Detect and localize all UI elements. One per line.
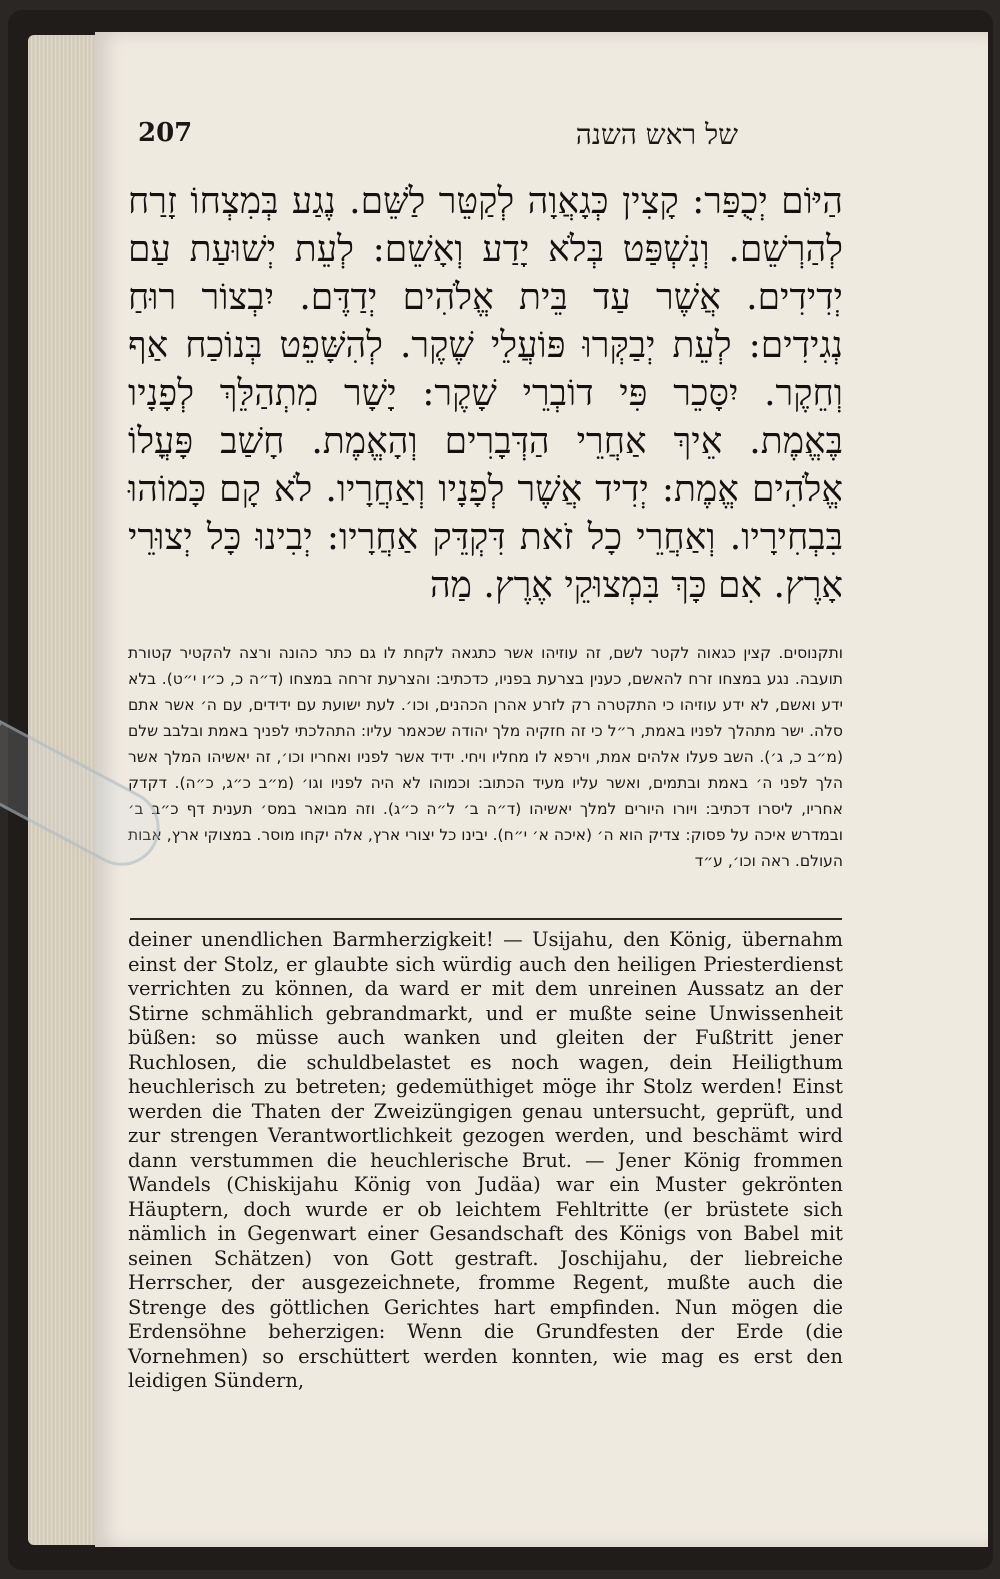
- page-number: 207: [138, 118, 193, 148]
- hebrew-commentary: ותקנוסים. קצין כגאוה לקטר לשם, זה עוזיהו אשר כתגאה לקחת לו גם כתר כהונה ורצה להקטיר קטורת תועבה. נגע במצחו זרח להאשם, כענין בצרעת בפניו, כדכתיב: והצרעת זרחה במצחו (ד״ה כ, כ״ו י״ט). בלא ידע ואשם, לא ידע עוזיהו כי התקטרה רק לזרע אהרן הכהנים, וכו׳. לעת ישועת עם ידידים, עם ה׳ אשר אתם סלה. ישר מתהלך לפניו באמת, ר״ל כי זה חזקיה מלך יהודה שכאמר עליו: התהלכתי לפניך באמת ובלבב שלם (מ״ב כ, ג׳). השב פעלו אלהים אמת, וירפא לו מחליו ויחי. ידיד אשר לפניו ואחריו וכו׳, זה יאשיהו המלך אשר הלך לפני ה׳ באמת ובתמים, ואשר עליו מעיד הכתוב: וכמוהו לא היה לפניו וגו׳ (מ״ב כ״ג, כ״ה). דקדק אחריו, ליסרו דכתיב: ויורו היורים למלך יאשיהו (ד״ה ב׳ ל״ה כ״ג). וזה מבואר במס׳ תענית דף כ״ב ב׳ ובמדרש איכה על פסוק: צדיק הוא ה׳ (איכה א׳ י״ח). יבינו כל יצורי ארץ, אלה יקחו מוסר. במצוקי ארץ, אבות העולם. ראה וכו׳, ע״ד: [128, 644, 843, 870]
- hebrew-liturgical-text: הַיּוֹם יְכֻפַּר: קָצִין כְּגָאֲוָה לְקַטֵּר לַשֵּׁם. נֶגַע בְּמִצְחוֹ זָרַח לְהַרְשֵׁם. וְנִשְׁפַּט בְּלֹא יָדַע וְאָשֵׁם: לְעֵת יְשׁוּעַת עַם יְדִידִים. אֲשֶׁר עַד בֵּית אֱלֹהִים יְדַדֶּם. יִבְצוֹר רוּחַ נְגִידִים: לְעֵת יְבַקְּרוּ פּוֹעֲלֵי שֶׁקֶר. לְהִשָּׁפֵט בְּנוֹכַח אַף וְחֵקֶר. יִסָּכֵר פִּי דוֹבְרֵי שָׁקֶר: יָשָׁר מִתְהַלֵּךְ לְפָנָיו בֶּאֱמֶת. אֵיךְ אַחֲרֵי הַדְּבָרִים וְהָאֱמֶת. חָשַׁב פָּעֳלוֹ אֱלֹהִים אֱמֶת: יְדִיד אֲשֶׁר לְפָנָיו וְאַחֲרָיו. לֹא קָם כָּמוֹהוּ בִּבְחִירָיו. וְאַחֲרֵי כָל זֹאת דִּקְדֵּק אַחֲרָיו: יְבִינוּ כָּל יְצוּרֵי אָרֶץ. אִם כָּךְ בִּמְצוּקֵי אֶרֶץ. מַה: [128, 181, 843, 606]
- german-translation: deiner unendlichen Barmherzigkeit! — Usijahu, den König, übernahm einst der Stolz, er glaubte sich würdig auch den heiligen Priesterdienst verrichten zu können, da ward er mit dem unreinen Aussatz an der Stirne schmählich gebrandmarkt, und er mußte seine Unwissenheit büßen: so müsse auch wanken und gleiten der Fußtritt jener Ruchlosen, die schuldbelastet es noch wagen, dein Heiligthum heuchlerisch zu betreten; gedemüthiget möge ihr Stolz werden! Einst werden die Thaten der Zweizüngigen genau untersucht, geprüft, und zur strengen Verantwortlichkeit gezogen werden, und beschämt wird dann verstummen die heuchlerische Brut. — Jener König frommen Wandels (Chiskijahu König von Judäa) war ein Muster gekrönten Häuptern, doch wurde er ob leichtem Fehltritte (er brüstete sich nämlich in Gegenwart einer Gesandschaft des Königs von Babel mit seinen Schätzen) von Gott gestraft. Joschijahu, der liebreiche Herrscher, der ausgezeichnete, fromme Regent, mußte auch die Strenge des göttlichen Gerichtes hart empfinden. Nun mögen die Erdensöhne beherzigen: Wenn die Grundfesten der Erde (die Vornehmen) so erschüttert werden konnten, wie mag es erst den leidigen Sündern,: [128, 928, 843, 1392]
- section-divider: [130, 918, 842, 920]
- running-head: של ראש השנה: [575, 118, 738, 151]
- page-header: [138, 118, 738, 158]
